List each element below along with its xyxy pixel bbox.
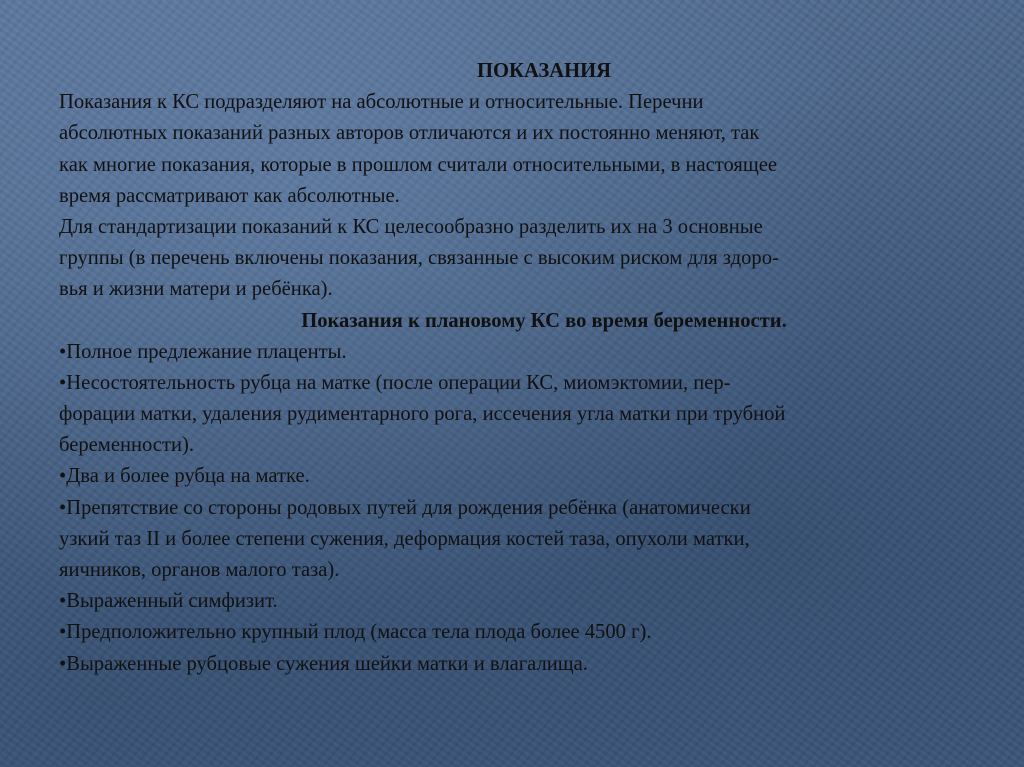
intro-line: абсолютных показаний разных авторов отличаются и их постоянно меняют, так [59, 122, 760, 145]
section-subtitle: Показания к плановому КС во время беременности. [301, 309, 787, 332]
intro-line: вья и жизни матери и ребёнка). [59, 278, 333, 301]
slide-title: ПОКАЗАНИЯ [477, 60, 611, 82]
bullet-line: •Несостоятельность рубца на матке (после операции КС, миомэктомии, пер- [59, 371, 731, 394]
bullet-line: •Полное предлежание плаценты. [59, 340, 347, 363]
bullet-line: яичников, органов малого таза). [59, 559, 340, 581]
bullet-line: •Препятствие со стороны родовых путей для рождения ребёнка (анатомически [59, 496, 751, 519]
bullet-line: •Предположительно крупный плод (масса тела плода более 4500 г). [59, 621, 652, 644]
intro-line: время рассматривают как абсолютные. [59, 184, 400, 207]
bullet-line: беременности). [59, 434, 194, 457]
intro-line: Для стандартизации показаний к КС целесообразно разделить их на 3 основные [59, 215, 763, 238]
intro-line: Показания к КС подразделяют на абсолютные и относительные. Перечни [59, 91, 704, 114]
intro-line: группы (в перечень включены показания, связанные с высоким риском для здоро- [59, 247, 779, 270]
bullet-line: •Выраженные рубцовые сужения шейки матки и влагалища. [59, 652, 588, 675]
bullet-line: форации матки, удаления рудиментарного рога, иссечения угла матки при трубной [59, 403, 786, 426]
bullet-line: •Два и более рубца на матке. [59, 465, 310, 488]
bullet-line: узкий таз II и более степени сужения, деформация костей таза, опухоли матки, [59, 527, 750, 550]
intro-line: как многие показания, которые в прошлом считали относительными, в настоящее [59, 153, 778, 176]
slide-text-block [59, 56, 979, 680]
bullet-line: •Выраженный симфизит. [59, 590, 278, 613]
